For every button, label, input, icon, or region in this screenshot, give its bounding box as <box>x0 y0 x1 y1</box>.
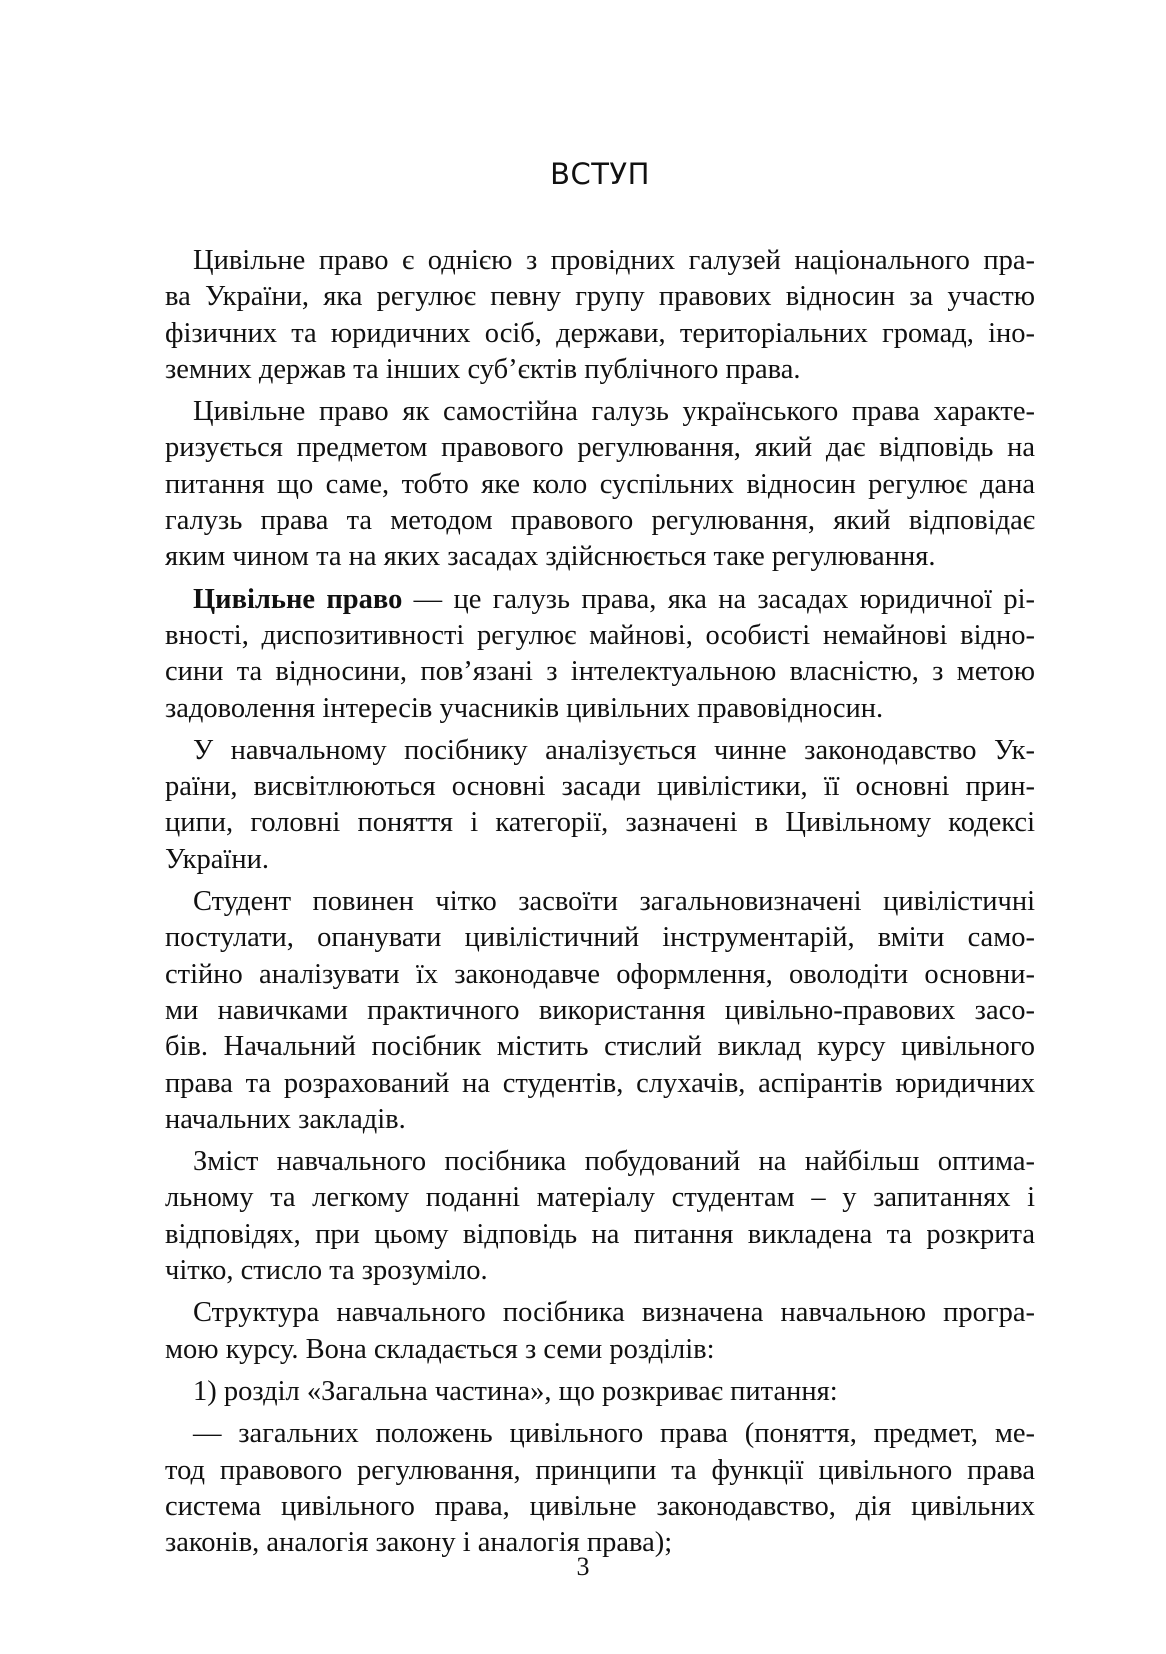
paragraph <box>165 1374 1035 1410</box>
body-text <box>165 243 1035 1561</box>
line-text: — загальних положень цивільного права (поняття, предмет, ме- <box>193 1418 1035 1450</box>
line-text: постулати, опанувати цивілістичний інструментарій, вміти само- <box>165 922 1035 954</box>
text-line <box>165 957 1035 993</box>
text-line <box>165 805 1035 841</box>
text-line <box>165 733 1035 769</box>
text-line <box>165 842 1035 878</box>
paragraph <box>165 884 1035 1138</box>
line-text: права та розрахований на студентів, слухачів, аспірантів юридичних <box>165 1067 1035 1099</box>
line-text: законів, аналогія закону і аналогія права); <box>165 1527 673 1559</box>
text-line <box>165 1374 1035 1410</box>
paragraph <box>165 1416 1035 1561</box>
line-text: чітко, стисло та зрозуміло. <box>165 1255 488 1287</box>
line-text: сини та відносини, пов’язані з інтелектуальною власністю, з метою <box>165 656 1035 688</box>
line-text: відповідях, при цьому відповідь на питання викладена та розкрита <box>165 1218 1035 1250</box>
line-text: яким чином та на яких засадах здійснюється таке регулювання. <box>165 541 936 573</box>
line-text: питання що саме, тобто яке коло суспільних відносин регулює дана <box>165 468 1035 500</box>
text-line <box>165 430 1035 466</box>
line-text: земних держав та інших суб’єктів публічного права. <box>165 353 801 385</box>
text-line <box>165 769 1035 805</box>
text-line <box>165 243 1035 279</box>
line-text: 1) розділ «Загальна частина», що розкриває питання: <box>193 1375 838 1407</box>
text-line <box>165 1489 1035 1525</box>
text-line <box>165 1066 1035 1102</box>
line-text: Цивільне право як самостійна галузь українського права характе- <box>193 396 1035 428</box>
section-heading: ВСТУП <box>550 157 650 191</box>
text-line <box>165 582 1035 618</box>
line-text: ва України, яка регулює певну групу правових відносин за участю <box>165 281 1035 313</box>
line-text: У навчальному посібнику аналізується чинне законодавство Ук- <box>193 734 1035 766</box>
text-line <box>165 1416 1035 1452</box>
text-line <box>165 352 1035 388</box>
page-number: 3 <box>576 1552 590 1581</box>
text-line <box>165 920 1035 956</box>
line-text: ципи, головні поняття і категорії, зазначені в Цивільному кодексі <box>165 807 1035 839</box>
text-line <box>165 1180 1035 1216</box>
paragraph <box>165 243 1035 388</box>
line-text: раїни, висвітлюються основні засади цивілістики, її основні прин- <box>165 771 1035 803</box>
text-line <box>165 1295 1035 1331</box>
line-text: тод правового регулювання, принципи та функції цивільного права <box>165 1454 1035 1486</box>
text-line <box>165 503 1035 539</box>
line-text: Зміст навчального посібника побудований на найбільш оптима- <box>193 1146 1035 1178</box>
text-line <box>165 1029 1035 1065</box>
line-text: бів. Начальний посібник містить стислий виклад курсу цивільного <box>165 1031 1035 1063</box>
line-text: ризується предметом правового регулювання, який дає відповідь на <box>165 432 1035 464</box>
line-text: начальних закладів. <box>165 1103 406 1135</box>
text-line <box>165 993 1035 1029</box>
text-line <box>165 1144 1035 1180</box>
line-text: галузь права та методом правового регулювання, який відповідає <box>165 505 1035 537</box>
text-line <box>165 279 1035 315</box>
text-line <box>165 654 1035 690</box>
text-line <box>165 1217 1035 1253</box>
text-line <box>165 1332 1035 1368</box>
text-line <box>165 1453 1035 1489</box>
text-line <box>165 394 1035 430</box>
bold-term: Цивільне право <box>193 583 403 615</box>
paragraph <box>165 394 1035 575</box>
line-text: Студент повинен чітко засвоїти загальновизначені цивілістичні <box>193 886 1035 918</box>
line-text: — це галузь права, яка на засадах юридичної рі- <box>402 583 1035 615</box>
line-text: мою курсу. Вона складається з семи розділів: <box>165 1333 715 1365</box>
text-line <box>165 1102 1035 1138</box>
line-text: система цивільного права, цивільне законодавство, дія цивільних <box>165 1490 1035 1522</box>
page-content <box>165 157 1035 1567</box>
line-text: задоволення інтересів учасників цивільних правовідносин. <box>165 692 884 724</box>
line-text: вності, диспозитивності регулює майнові, особисті немайнові відно- <box>165 619 1035 651</box>
text-line <box>165 618 1035 654</box>
line-text: льному та легкому поданні матеріалу студентам – у запитаннях і <box>165 1182 1035 1214</box>
line-text: ми навичками практичного використання цивільно-правових засо- <box>165 994 1035 1026</box>
text-line <box>165 539 1035 575</box>
text-line <box>165 691 1035 727</box>
text-line <box>165 316 1035 352</box>
line-text: фізичних та юридичних осіб, держави, територіальних громад, іно- <box>165 317 1035 349</box>
text-line <box>165 884 1035 920</box>
line-text: Цивільне право є однією з провідних галузей національного пра- <box>193 245 1035 276</box>
text-line <box>165 467 1035 503</box>
paragraph <box>165 1144 1035 1289</box>
text-line <box>165 1253 1035 1289</box>
line-text: стійно аналізувати їх законодавче оформлення, оволодіти основни- <box>165 958 1035 990</box>
line-text: Структура навчального посібника визначена навчальною програ- <box>193 1297 1035 1329</box>
paragraph <box>165 733 1035 878</box>
paragraph <box>165 582 1035 727</box>
paragraph <box>165 1295 1035 1368</box>
line-text: України. <box>165 843 269 875</box>
